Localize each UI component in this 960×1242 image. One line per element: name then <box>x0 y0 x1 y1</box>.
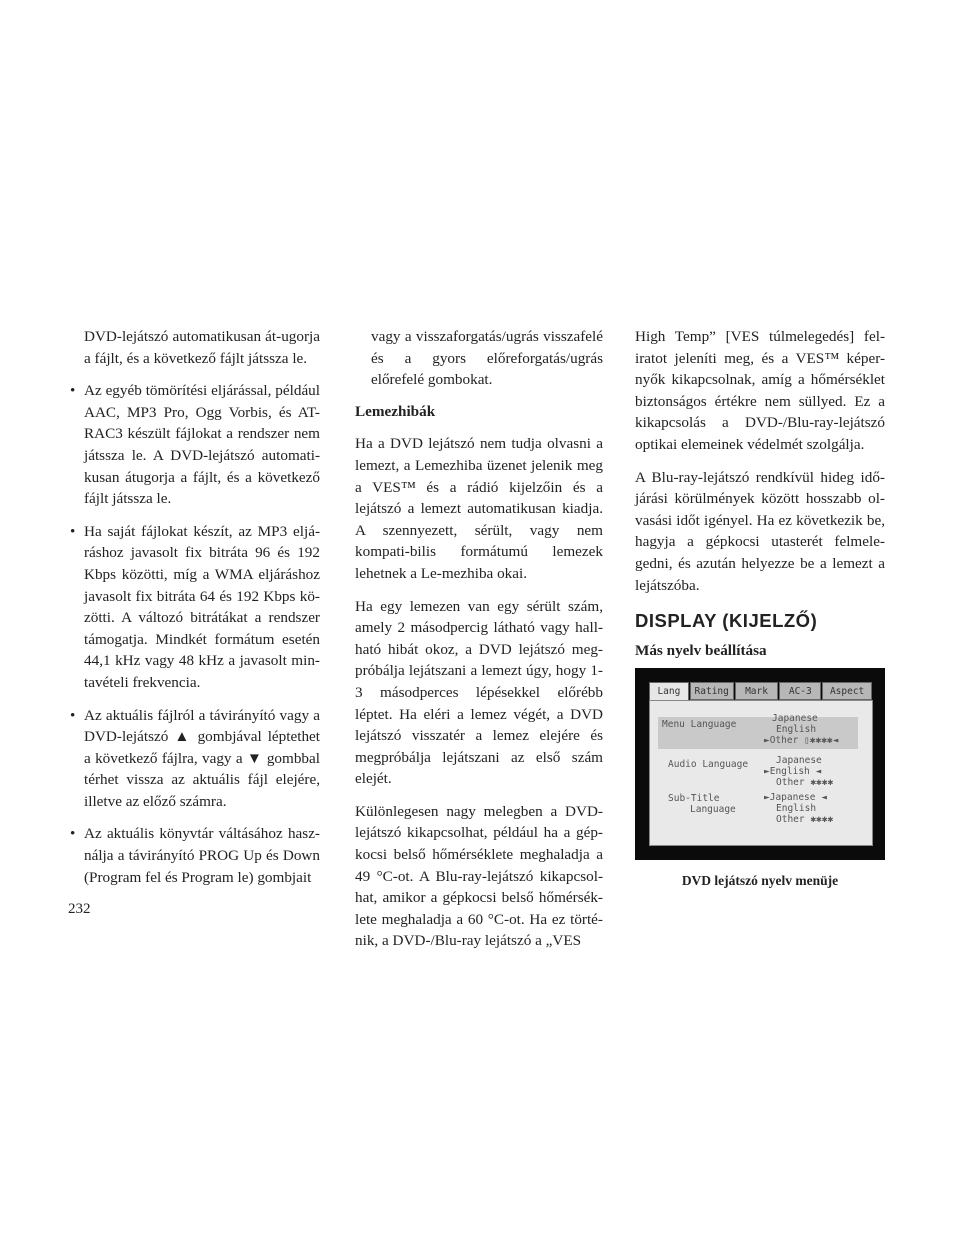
tab-ac3: AC-3 <box>779 682 821 700</box>
column-3 <box>635 326 885 891</box>
paragraph: DVD-lejátszó automatikusan át-ugorja a fájlt, és a következő fájlt játssza le. <box>84 328 320 367</box>
bullet-text: Az aktuális könyvtár váltásához hasz-nálja a távirányító PROG Up és Down (Program fel és Program le) gombjait <box>84 825 320 886</box>
menu-panel <box>649 700 873 846</box>
bullet-dot: • <box>70 382 76 400</box>
menu-tabs <box>649 682 873 700</box>
column-1 <box>68 326 320 899</box>
bullet-item <box>68 705 320 813</box>
menu-language-label: Menu Language <box>662 718 737 730</box>
bullet-text: Ha saját fájlokat készít, az MP3 eljá-ráshoz javasolt fix bitráta 96 és 192 Kbps közötti, míg a WMA eljáráshoz javasolt fix bitráta 64 és 192 Kbps kö-zötti. A változó bitrátákat a rendszer támogatja. Mindkét formátum esetén 44,1 kHz vagy 48 kHz a javasolt min-tavételi frekvencia. <box>84 522 320 691</box>
tab-mark: Mark <box>735 682 779 700</box>
option: English <box>776 723 817 735</box>
tab-lang: Lang <box>649 682 689 701</box>
bullet-dot: • <box>70 825 76 843</box>
paragraph: A Blu-ray-lejátszó rendkívül hideg idő-járási körülmények között hosszabb ol-vasási időt igényel. Ha ez következik be, hagyja a gépkocsi utasterét felmele-gedni, és azután helyezze be a lemezt a lejátszóba. <box>635 468 885 594</box>
section-title: DISPLAY (KIJELZŐ) <box>635 610 818 632</box>
bullet-item <box>68 521 320 694</box>
tab-rating: Rating <box>690 682 734 700</box>
bullet-dot: • <box>70 522 76 540</box>
option: Other ✱✱✱✱ <box>776 813 834 825</box>
option: ►English ◄ <box>764 765 822 777</box>
tab-aspect: Aspect <box>822 682 872 700</box>
page-number: 232 <box>68 901 91 917</box>
option: ►Japanese ◄ <box>764 791 827 803</box>
option: Other ✱✱✱✱ <box>776 776 834 788</box>
bullet-continuation: vagy a visszaforgatás/ugrás visszafelé és a gyors előreforgatás/ugrás előrefelé gombokat. <box>371 328 603 389</box>
section-heading-lemezhibak: Lemezhibák <box>355 402 436 420</box>
dvd-language-menu-screenshot <box>635 668 885 860</box>
subtitle-label-language: Language <box>690 803 736 815</box>
subsection-title: Más nyelv beállítása <box>635 642 767 660</box>
audio-language-label: Audio Language <box>668 758 749 770</box>
option: English <box>776 802 817 814</box>
bullet-item <box>68 380 320 510</box>
paragraph: Ha egy lemezen van egy sérült szám, amely 2 másodpercig látható vagy hall-ható hibát okoz, a DVD lejátszó meg-próbálja lejátszani a lemezt úgy, hogy 1-3 másodperces lépésekkel előrébb léptet. Ha eléri a lemez végét, a DVD lejátszó visszatér a lemez elejére és megpróbálja lejátszani az első szám elejét. <box>355 597 603 788</box>
figure-caption: DVD lejátszó nyelv menüje <box>681 872 839 888</box>
paragraph: Különlegesen nagy melegben a DVD-lejátszó kikapcsolhat, például ha a gép-kocsi belső hőmérséklete meghaladja a 49 °C-ot. A Blu-ray-lejátszó kikapcsol-hat, amikor a gépkocsi belső hőmérsék-lete meghaladja a 60 °C-ot. Ha ez törté-nik, a DVD-/Blu-ray lejátszó a „VES <box>355 802 603 950</box>
bullet-dot: • <box>70 706 76 724</box>
subtitle-label: Sub-Title <box>668 792 720 804</box>
bullet-item <box>68 823 320 888</box>
bullet-text: Az egyéb tömörítési eljárással, például AAC, MP3 Pro, Ogg Vorbis, és AT-RAC3 készült fájlokat a rendszer nem játssza le. A DVD-lejátszó automati-kusan átugorja a fájlt, és a következő fájlt játssza le. <box>84 382 320 508</box>
column-2 <box>355 326 603 963</box>
option: Japanese <box>772 712 818 724</box>
option: Japanese <box>776 754 822 766</box>
option: ►Other ▯✱✱✱✱◄ <box>764 734 839 746</box>
paragraph: Ha a DVD lejátszó nem tudja olvasni a lemezt, a Lemezhiba üzenet jelenik meg a VES™ és a rádió kijelzőin és a lejátszó a lemezt automatikusan kiadja. A szennyezett, sérült, vagy nem kompati-bilis formátumú lemezek lehetnek a Le-mezhiba okai. <box>355 435 603 582</box>
paragraph: High Temp” [VES túlmelegedés] fel-iratot jeleníti meg, és a VES™ képer-nyők kikapcsolnak, amíg a hőmérséklet biztonságos értékre nem süllyed. Ez a kikapcsolás a DVD-/Blu-ray-lejátszó optikai elemeinek védelmét szolgálja. <box>635 328 885 453</box>
bullet-text: Az aktuális fájlról a távirányító vagy a DVD-lejátszó ▲ gombjával léptethet a következő fájlra, vagy a ▼ gombbal térhet vissza az aktuális fájl elejére, illetve az előző számra. <box>84 706 320 810</box>
